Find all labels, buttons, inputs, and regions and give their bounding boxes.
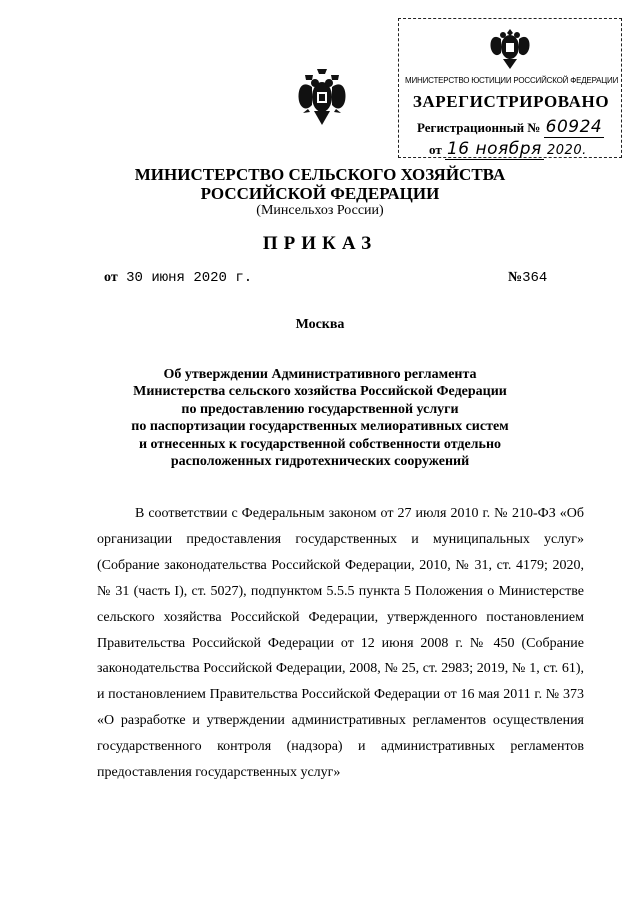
stamp-date-prefix: от bbox=[429, 142, 442, 157]
title-line: и отнесенных к государственной собственности отдельно bbox=[138, 436, 502, 452]
stamp-year-handwritten: 2020. bbox=[547, 143, 587, 158]
stamp-registration-line bbox=[417, 117, 604, 137]
ministry-line-2: РОССИЙСКОЙ ФЕДЕРАЦИИ bbox=[200, 184, 440, 203]
title-line: Об утверждении Административного регламента bbox=[163, 367, 477, 382]
order-date-line bbox=[104, 270, 252, 286]
body-paragraph: В соответствии с Федеральным законом от 27 июля 2010 г. № 210-ФЗ «Об организации предоставления государственных и муниципальных услуг» (Собрание законодательства Российской Федерации, 2010, № 31, ст. 4179; 2020, № 31 (часть I), ст. 5027), подпунктом 5.5.5 пункта 5 Положения о Министерстве сельского хозяйства Российской Федерации, утвержденного постановлением Правительства Российской Федерации от 12 июня 2008 г. № 450 (Собрание законодательства Российской Федерации, 2008, № 25, ст. 2983; 2019, № 1, ст. 61), и постановлением Правительства Российской Федерации от 16 мая 2011 г. № 373 «О разработке и утверждении административных регламентов осуществления государственного контроля (надзора) и административных регламентов предоставления государственных услуг» bbox=[97, 506, 584, 781]
registration-stamp bbox=[398, 18, 622, 158]
stamp-reg-number: 60924 bbox=[545, 117, 603, 137]
stamp-date-line bbox=[429, 139, 587, 159]
order-date-prefix: от bbox=[104, 270, 118, 285]
coat-of-arms-icon bbox=[297, 65, 347, 131]
order-date: 30 июня 2020 г. bbox=[126, 270, 253, 286]
eagle-emblem-icon bbox=[487, 23, 533, 73]
order-number-label: № bbox=[508, 270, 523, 285]
stamp-date-handwritten: 16 ноября bbox=[446, 139, 542, 159]
order-number-line bbox=[508, 270, 547, 286]
stamp-registered-label: ЗАРЕГИСТРИРОВАНО bbox=[412, 92, 610, 111]
stamp-reg-label: Регистрационный № bbox=[417, 120, 541, 135]
title-line: по паспортизации государственных мелиоративных систем bbox=[131, 419, 509, 435]
order-title bbox=[80, 366, 560, 470]
ministry-title bbox=[0, 165, 640, 203]
title-line: по предоставлению государственной услуги bbox=[181, 401, 459, 417]
ministry-line-1: МИНИСТЕРСТВО СЕЛЬСКОГО ХОЗЯЙСТВА bbox=[134, 165, 506, 184]
stamp-ministry-name: МИНИСТЕРСТВО ЮСТИЦИИ РОССИЙСКОЙ ФЕДЕРАЦИИ bbox=[405, 76, 619, 85]
title-line: Министерства сельского хозяйства Российской Федерации bbox=[133, 384, 507, 400]
title-line: расположенных гидротехнических сооружений bbox=[170, 454, 470, 470]
ministry-short-name: (Минсельхоз России) bbox=[256, 203, 384, 218]
city: Москва bbox=[295, 317, 345, 332]
order-number: 364 bbox=[522, 270, 548, 286]
document-type-heading: ПРИКАЗ bbox=[262, 233, 378, 254]
